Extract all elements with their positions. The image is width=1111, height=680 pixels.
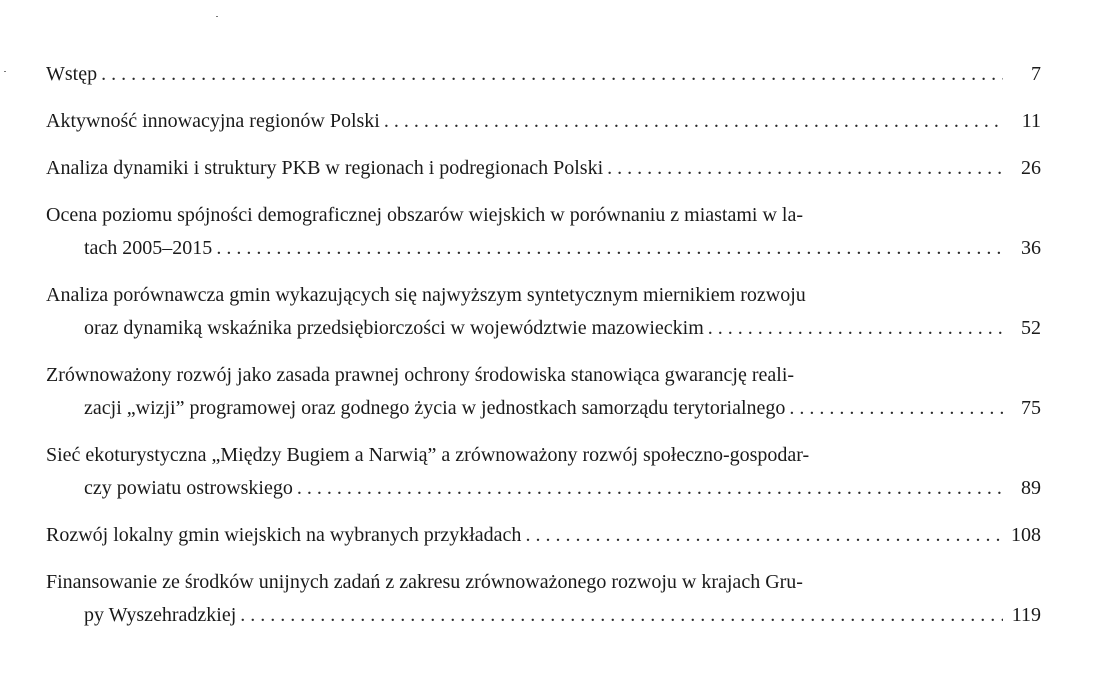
toc-entry[interactable] [46,359,1041,425]
table-of-contents [46,58,1041,632]
toc-line [46,359,1041,392]
toc-entry-title: Analiza dynamiki i struktury PKB w regionach i podregionach Polski [46,157,604,179]
toc-line [46,105,1041,138]
toc-entry-title: Ocena poziomu spójności demograficznej obszarów wiejskich w porównaniu z miastami w la- [46,204,804,226]
toc-entry[interactable] [46,199,1041,265]
toc-page-number: 75 [1021,397,1041,419]
dot-leader [240,599,1003,632]
toc-line [46,519,1041,552]
dot-leader [216,232,1003,265]
dot-leader [708,312,1003,345]
dot-leader [607,152,1003,185]
toc-entry[interactable] [46,279,1041,345]
dot-leader [297,472,1003,505]
toc-entry[interactable] [46,566,1041,632]
toc-entry-title: Analiza porównawcza gmin wykazujących się najwyższym syntetycznym miernikiem rozwoju [46,284,806,306]
dot-leader [789,392,1003,425]
toc-line [46,152,1041,185]
toc-entry-title: Rozwój lokalny gmin wiejskich na wybranych przykładach [46,524,522,546]
toc-line [46,566,1041,599]
dot-leader [525,519,1003,552]
toc-entry-title-continued: oraz dynamiką wskaźnika przedsiębiorczości w województwie mazowieckim [84,317,704,339]
toc-entry-title-continued: py Wyszehradzkiej [84,604,237,626]
scan-speck [4,71,6,72]
toc-page-number: 36 [1021,237,1041,259]
toc-line [46,279,1041,312]
toc-entry[interactable] [46,105,1041,138]
toc-page-number: 26 [1021,157,1041,179]
toc-entry-title: Finansowanie ze środków unijnych zadań z zakresu zrównoważonego rozwoju w krajach Gru- [46,571,803,593]
toc-line [46,58,1041,91]
toc-line-continuation [46,599,1041,632]
toc-entry[interactable] [46,58,1041,91]
toc-entry-title: Wstęp [46,63,98,85]
toc-line [46,439,1041,472]
toc-entry[interactable] [46,519,1041,552]
toc-line [46,199,1041,232]
toc-page-number: 108 [1011,524,1041,546]
toc-entry-title-continued: czy powiatu ostrowskiego [84,477,293,499]
toc-entry-title: Sieć ekoturystyczna „Między Bugiem a Narwią” a zrównoważony rozwój społeczno-gospodar- [46,444,810,466]
toc-entry-title: Aktywność innowacyjna regionów Polski [46,110,380,132]
toc-entry-title-continued: zacji „wizji” programowej oraz godnego życia w jednostkach samorządu terytorialnego [84,397,786,419]
toc-entry-title-continued: tach 2005–2015 [84,237,213,259]
toc-page-number: 11 [1021,110,1041,132]
toc-line-continuation [46,472,1041,505]
toc-page-number: 7 [1031,63,1041,85]
toc-entry[interactable] [46,439,1041,505]
toc-page-number: 119 [1011,604,1041,626]
scan-speck [216,16,218,17]
toc-line-continuation [46,232,1041,265]
toc-entry[interactable] [46,152,1041,185]
toc-entry-title: Zrównoważony rozwój jako zasada prawnej ochrony środowiska stanowiąca gwarancję reali- [46,364,795,386]
dot-leader [384,105,1003,138]
toc-line-continuation [46,312,1041,345]
toc-page-number: 52 [1021,317,1041,339]
toc-line-continuation [46,392,1041,425]
dot-leader [101,58,1003,91]
toc-page-number: 89 [1021,477,1041,499]
